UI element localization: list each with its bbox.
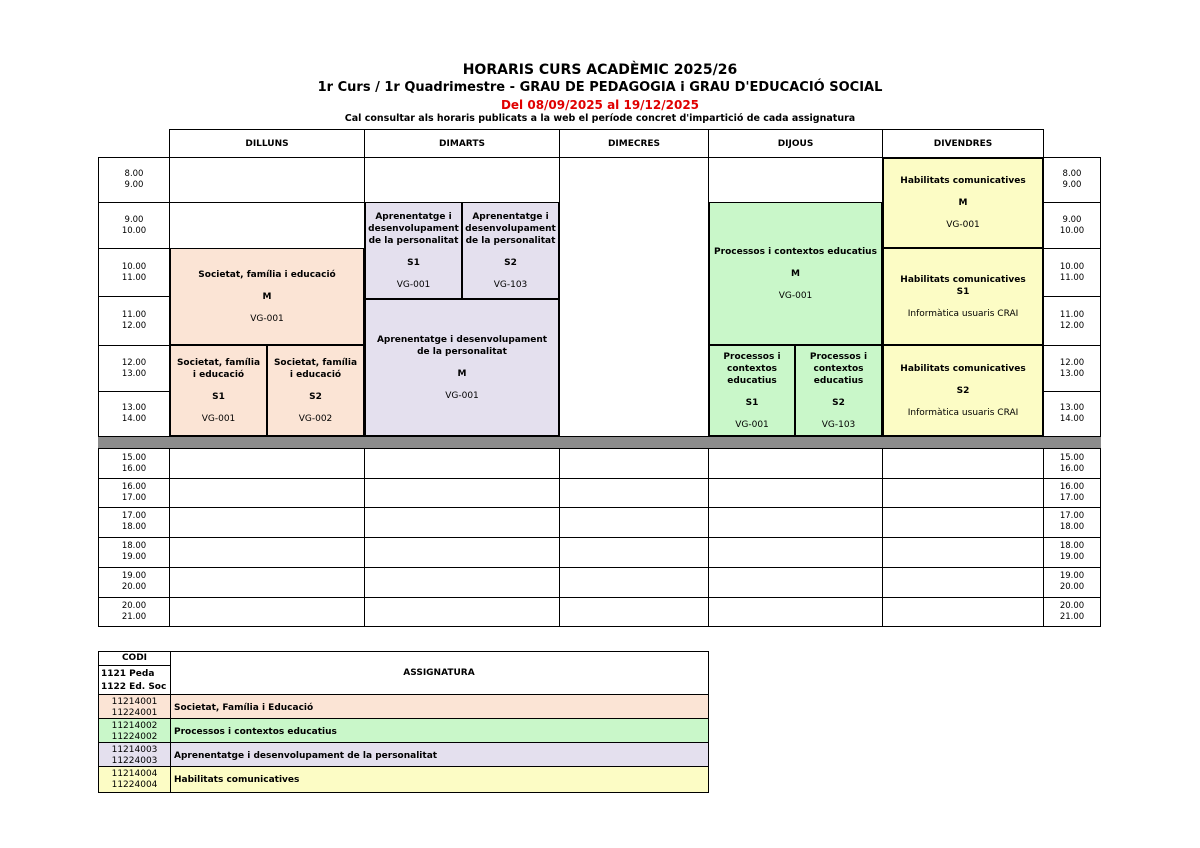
class-block-aprenentatge-s1[interactable]: Aprenentatge i desenvolupament de la personalitat S1 VG-001 [365,202,462,299]
time-slot-left: 16.00 17.00 [121,481,147,503]
time-slot-right: 11.00 12.00 [1044,296,1100,345]
page-subtitle: 1r Curs / 1r Quadrimestre - GRAU DE PEDAGOGIA i GRAU D'EDUCACIÓ SOCIAL [317,80,883,95]
legend-row-processos: 11214002 11224002 Processos i contextos educatius [98,718,709,745]
class-block-aprenentatge-s2[interactable]: Aprenentatge i desenvolupament de la personalitat S2 VG-103 [462,202,559,299]
time-slot-right: 19.00 20.00 [1059,571,1085,592]
legend-edsoc-label: 1122 Ed. Soc [101,682,167,692]
class-block-processos-s2[interactable]: Processos i contextos educatius S2 VG-103 [795,345,882,436]
time-slot-left: 18.00 19.00 [121,541,147,562]
grid-line [99,597,1100,598]
class-block-habilitats-m[interactable]: Habilitats comunicatives M VG-001 [883,158,1043,248]
time-slot-left: 10.00 11.00 [99,248,169,296]
time-slot-left: 11.00 12.00 [99,296,169,345]
time-slot-left: 19.00 20.00 [121,571,147,592]
class-block-societat-m[interactable]: Societat, família i educació M VG-001 [170,248,364,345]
legend-row-societat: 11214001 11224001 Societat, Família i Educació [98,694,709,721]
grid-line [99,507,1100,508]
legend-assignatura-header: ASSIGNATURA [170,652,708,695]
time-slot-left: 13.00 14.00 [99,391,169,436]
day-header-dilluns: DILLUNS [169,129,365,158]
time-slot-right: 13.00 14.00 [1044,391,1100,436]
column-dimecres [559,157,709,627]
legend-code-header [99,652,171,695]
time-slot-right: 16.00 17.00 [1059,481,1085,503]
class-block-habilitats-s1[interactable]: Habilitats comunicatives S1 Informàtica usuaris CRAI [883,248,1043,345]
legend-codi-label: CODI [99,652,170,666]
legend-row-habilitats: 11214004 11224004 Habilitats comunicatives [98,766,709,793]
legend-peda-label: 1121 Peda [101,669,155,679]
class-block-societat-s1[interactable]: Societat, família i educació S1 VG-001 [170,345,267,436]
time-slot-right: 15.00 16.00 [1059,452,1085,474]
time-slot-left: 17.00 18.00 [121,511,147,532]
page-title: HORARIS CURS ACADÈMIC 2025/26 [462,62,738,78]
header-note: Cal consultar als horaris publicats a la web el període concret d'impartició de cada assignatura [344,113,856,124]
day-header-divendres: DIVENDRES [882,129,1044,158]
grid-line [99,537,1100,538]
time-slot-right: 9.00 10.00 [1044,202,1100,248]
time-slot-left: 15.00 16.00 [121,452,147,474]
legend-row-aprenentatge: 11214003 11224003 Aprenentatge i desenvolupament de la personalitat [98,742,709,769]
grid-line [99,567,1100,568]
grid-line [99,478,1100,479]
class-block-processos-s1[interactable]: Processos i contextos educatius S1 VG-001 [709,345,795,436]
class-block-habilitats-s2[interactable]: Habilitats comunicatives S2 Informàtica usuaris CRAI [883,345,1043,436]
class-block-aprenentatge-m[interactable]: Aprenentatge i desenvolupament de la personalitat M VG-001 [365,299,559,436]
day-header-dimecres: DIMECRES [559,129,709,158]
time-slot-right: 18.00 19.00 [1059,541,1085,562]
time-slot-right: 10.00 11.00 [1044,248,1100,296]
time-slot-right: 20.00 21.00 [1059,600,1085,622]
time-slot-left: 9.00 10.00 [99,202,169,248]
legend-table [98,651,709,791]
class-block-societat-s2[interactable]: Societat, família i educació S2 VG-002 [267,345,364,436]
date-range: Del 08/09/2025 al 19/12/2025 [500,98,700,112]
time-slot-left: 8.00 9.00 [124,169,144,190]
class-block-processos-m[interactable]: Processos i contextos educatius M VG-001 [709,202,882,345]
time-slot-left: 12.00 13.00 [99,345,169,391]
lunch-break-band [98,436,1101,449]
time-slot-left: 20.00 21.00 [121,600,147,622]
time-slot-right: 8.00 9.00 [1062,169,1082,190]
day-header-dijous: DIJOUS [708,129,883,158]
time-slot-right: 17.00 18.00 [1059,511,1085,532]
day-header-dimarts: DIMARTS [364,129,560,158]
time-slot-right: 12.00 13.00 [1044,345,1100,391]
